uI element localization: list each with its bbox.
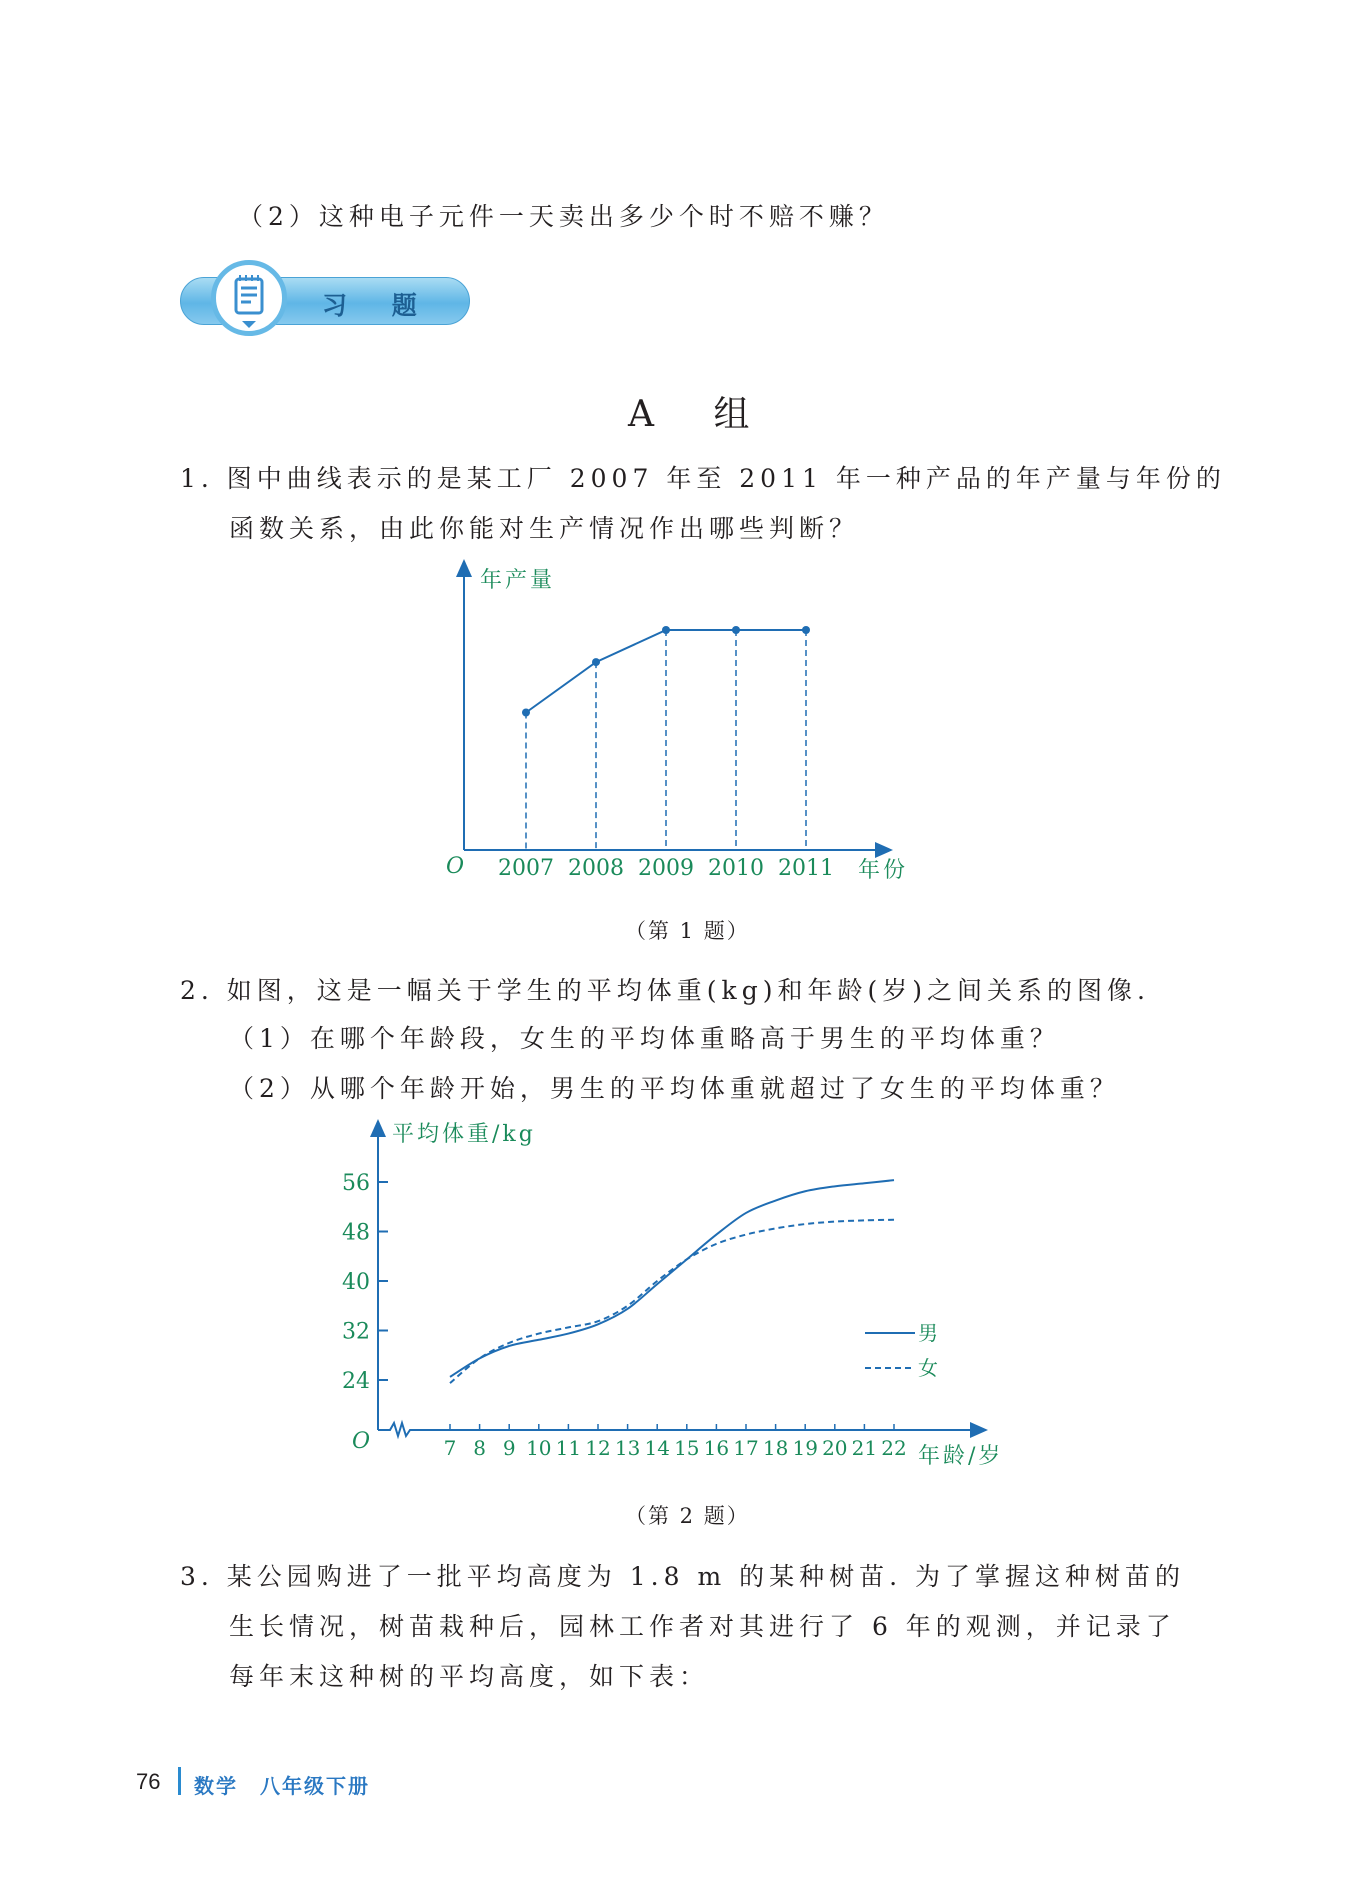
chart-2 xyxy=(340,1115,1040,1475)
chart-1-x-tick: 2010 xyxy=(708,856,764,881)
chart-2-y-tick: 32 xyxy=(342,1319,370,1345)
chart-1-xlabel: 年份 xyxy=(858,858,909,883)
problem-1-line-2: 函数关系，由此你能对生产情况作出哪些判断？ xyxy=(229,514,860,543)
chart-1-x-tick: 2008 xyxy=(568,856,624,881)
chart-2-x-tick: 14 xyxy=(644,1436,670,1460)
chart-2-x-axis xyxy=(378,1423,980,1436)
section-title: A 组 xyxy=(628,394,774,435)
chart-2-x-tick: 12 xyxy=(585,1436,611,1460)
problem-3-line-2: 生长情况，树苗栽种后，园林工作者对其进行了 6 年的观测，并记录了 xyxy=(229,1612,1176,1641)
chart-2-x-tick: 16 xyxy=(703,1436,730,1460)
chart-2-x-tick: 20 xyxy=(822,1436,848,1460)
chart-2-x-tick: 8 xyxy=(473,1436,486,1460)
problem-1-line-1: 1. 图中曲线表示的是某工厂 2007 年至 2011 年一种产品的年产量与年份的 xyxy=(180,464,1226,493)
chart-2-y-tick: 40 xyxy=(342,1270,370,1295)
problem-1-caption: （第 1 题） xyxy=(625,919,750,943)
chart-1-x-tick: 2007 xyxy=(498,856,554,881)
footer-divider xyxy=(178,1767,181,1795)
chart-2-x-tick: 18 xyxy=(762,1436,789,1460)
legend-label-male: 男 xyxy=(918,1321,938,1345)
chart-2-series-female xyxy=(450,1220,894,1383)
question-2-text: （2）这种电子元件一天卖出多少个时不赔不赚？ xyxy=(238,202,889,231)
chart-2-origin: O xyxy=(352,1429,371,1454)
problem-3-line-1: 3. 某公园购进了一批平均高度为 1.8 m 的某种树苗. 为了掌握这种树苗的 xyxy=(180,1562,1186,1591)
legend-label-female: 女 xyxy=(918,1356,938,1380)
exercise-banner-label: 习 题 xyxy=(322,291,435,320)
problem-2-line-1: 2. 如图，这是一幅关于学生的平均体重(kg)和年龄(岁)之间关系的图像. xyxy=(180,976,1150,1005)
chart-2-x-tick: 7 xyxy=(443,1436,457,1460)
footer-book-title: 数学 八年级下册 xyxy=(194,1774,370,1798)
exercise-banner xyxy=(180,265,470,345)
page-number: 76 xyxy=(136,1769,161,1794)
chart-2-x-tick: 15 xyxy=(674,1436,700,1460)
chart-1-x-tick: 2009 xyxy=(638,856,694,881)
chart-2-ylabel: 平均体重/kg xyxy=(392,1122,536,1147)
chart-2-x-tick: 17 xyxy=(733,1436,759,1460)
chart-1-point xyxy=(802,626,810,634)
chart-2-x-tick: 9 xyxy=(502,1436,516,1460)
chart-2-x-tick: 22 xyxy=(881,1436,907,1460)
chart-2-x-tick: 10 xyxy=(526,1436,552,1460)
chart-1-origin: O xyxy=(446,854,465,879)
chart-1-point xyxy=(662,626,670,634)
problem-2-sub-2: （2）从哪个年龄开始，男生的平均体重就超过了女生的平均体重？ xyxy=(229,1074,1120,1103)
chart-1-point xyxy=(732,626,740,634)
problem-3-line-3: 每年末这种树的平均高度，如下表： xyxy=(229,1662,710,1691)
notepad-icon xyxy=(211,260,287,336)
chart-1-ylabel: 年产量 xyxy=(480,568,556,593)
chart-1-point xyxy=(592,658,600,666)
chart-2-x-tick: 21 xyxy=(851,1436,878,1460)
chart-1-x-tick: 2011 xyxy=(778,856,834,881)
chart-1 xyxy=(430,555,930,895)
chart-2-y-tick: 24 xyxy=(342,1369,370,1394)
chart-2-xlabel: 年龄/岁 xyxy=(918,1444,1004,1469)
chart-1-point xyxy=(522,709,530,717)
problem-2-caption: （第 2 题） xyxy=(625,1504,750,1528)
chart-2-x-tick: 13 xyxy=(614,1436,641,1460)
chart-2-x-tick: 19 xyxy=(792,1436,818,1460)
problem-2-sub-1: （1）在哪个年龄段，女生的平均体重略高于男生的平均体重？ xyxy=(229,1024,1060,1053)
chart-2-legend xyxy=(865,1321,938,1380)
chart-2-x-tick: 11 xyxy=(555,1436,582,1460)
chart-2-series-male xyxy=(450,1180,894,1377)
chart-2-y-tick: 48 xyxy=(342,1220,370,1246)
chart-2-y-tick: 56 xyxy=(342,1171,370,1196)
